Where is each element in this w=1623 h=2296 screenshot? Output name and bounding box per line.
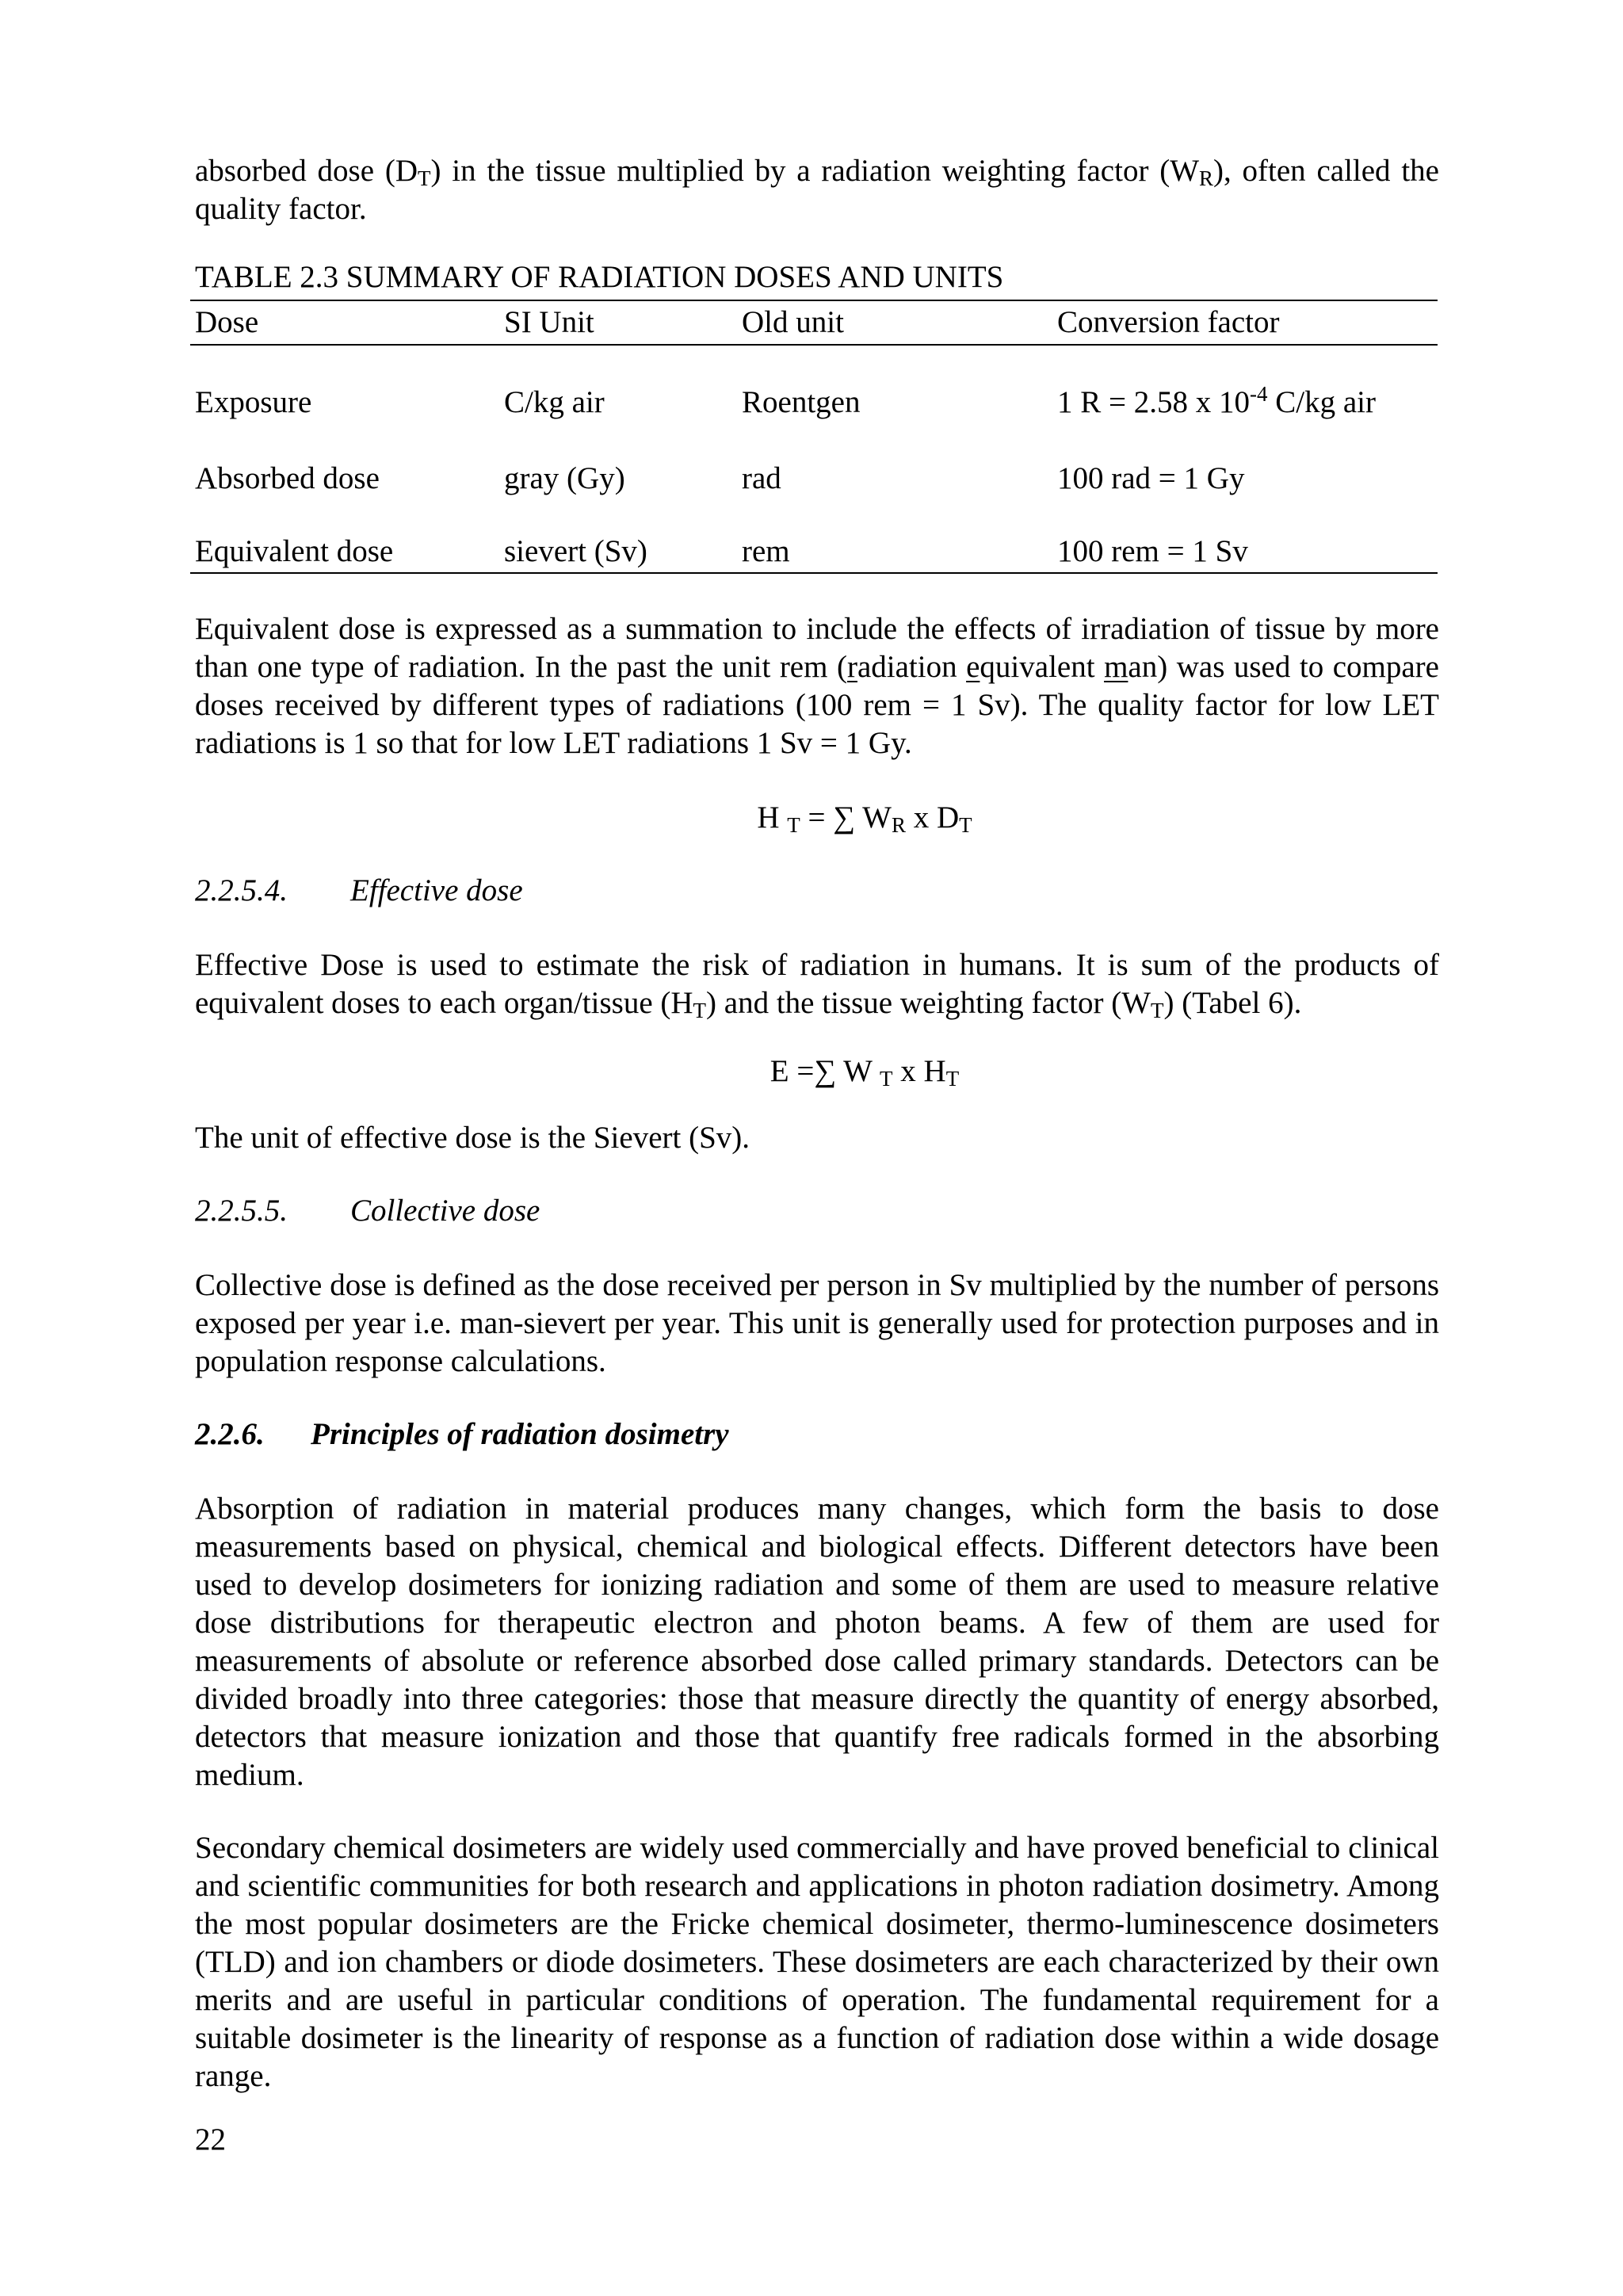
radiation-doses-table [190,300,1438,574]
section-title: Effective dose [350,873,523,907]
subscript: T [417,166,431,190]
subscript: T [880,1067,893,1091]
cell-dose: Equivalent dose [190,502,499,573]
section-number: 2.2.5.5. [195,1194,288,1228]
underlined-letter: m [1104,650,1128,684]
paragraph-text: quivalent [980,650,1105,684]
cell-old-unit: rem [737,502,1052,573]
conversion-text: 1 R = 2.58 x 10 [1057,385,1251,419]
subscript: T [693,999,707,1022]
table-row [190,426,1438,502]
cell-old-unit: Roentgen [742,385,861,419]
column-header-old-unit: Old unit [737,300,1052,345]
section-number: 2.2.6. [195,1417,265,1451]
section-heading-collective-dose [195,1192,1439,1230]
equivalent-dose-formula [290,799,1439,837]
intro-text: ) in the tissue multiplied by a radiation weighting factor (W [430,154,1200,188]
table-header-row [190,300,1438,345]
cell-si-unit: gray (Gy) [504,461,625,495]
section-title: Principles of radiation dosimetry [311,1417,729,1451]
subscript: R [891,813,906,837]
cell-conversion: 100 rad = 1 Gy [1057,461,1245,495]
paragraph-text: ) (Tabel 6). [1163,986,1302,1020]
cell-conversion [1052,345,1438,426]
cell-si-unit: C/kg air [504,385,605,419]
cell-dose: Absorbed dose [195,461,380,495]
unit-paragraph: The unit of effective dose is the Sievert (Sv). [195,1121,750,1155]
underlined-letter: e [966,650,980,684]
section-heading-principles [195,1415,1439,1454]
subscript: T [787,813,800,837]
subscript: T [959,813,972,837]
table-row [190,502,1438,573]
cell-dose: Exposure [195,385,312,419]
intro-text: absorbed dose (D [195,154,418,188]
paragraph-text: adiation [857,650,967,684]
cell-conversion: 100 rem = 1 Sv [1052,502,1438,573]
paragraph-text: ) and the tissue weighting factor (W [706,986,1151,1020]
table-caption: TABLE 2.3 SUMMARY OF RADIATION DOSES AND UNITS [195,260,1004,294]
section-number: 2.2.5.4. [195,873,288,907]
conversion-text: C/kg air [1267,385,1376,419]
formula-text: x D [905,800,960,835]
intro-paragraph [195,152,1439,228]
column-header-si-unit: SI Unit [499,300,737,345]
intro-text: ), often called the quality factor. [195,154,1439,226]
document-page [195,152,1439,2159]
formula-text: H [757,800,788,835]
formula-text: x H [892,1054,946,1088]
effective-dose-paragraph [195,946,1439,1022]
cell-old-unit: rad [742,461,781,495]
principles-paragraph: Absorption of radiation in material produces many changes, which form the basis to dose measurements based on physical, chemical and biological effects. Different detectors have been used to develop dosimeters for ionizing radiation and some of them are used to measure relative dose distributions for therapeutic electron and photon beams. A few of them are used for measurements of absolute or reference absorbed dose called primary standards. Detectors can be divided broadly into three categories: those that measure directly the quantity of energy absorbed, detectors that measure ionization and those that quantify free radicals formed in the absorbing medium. [195,1492,1439,1792]
page-number: 22 [195,2122,226,2157]
formula-text: = ∑ W [800,800,892,835]
subscript: T [1151,999,1164,1022]
paragraph-text: an) was used to compare doses received by different types of radiations (100 rem = 1 Sv). The quality factor for low LET radiations is 1 so that for low LET radiations 1 Sv = 1 Gy. [195,650,1439,760]
subscript: R [1199,166,1214,190]
collective-dose-paragraph: Collective dose is defined as the dose received per person in Sv multiplied by the number of persons exposed per year i.e. man-sievert per year. This unit is generally used for protection purposes and in population response calculations. [195,1268,1439,1378]
column-header-dose: Dose [190,300,499,345]
section-heading-effective-dose [195,872,1439,910]
superscript: -4 [1250,382,1268,406]
section-title: Collective dose [350,1194,540,1228]
underlined-letter: r [846,650,857,684]
paragraph-text: Effective Dose is used to estimate the risk of radiation in humans. It is sum of the products of equivalent doses to each organ/tissue (H [195,948,1439,1020]
column-header-conversion-factor: Conversion factor [1052,300,1438,345]
effective-dose-formula [290,1052,1439,1091]
formula-text: E =∑ W [769,1054,880,1088]
subscript: T [945,1067,960,1091]
table-row [190,345,1438,426]
equivalent-dose-paragraph [195,610,1439,762]
secondary-dosimeters-paragraph: Secondary chemical dosimeters are widely used commercially and have proved beneficial to clinical and scientific communities for both research and applications in photon radiation dosimetry. Among the most popular dosimeters are the Fricke chemical dosimeter, thermo-luminescence dosimeters (TLD) and ion chambers or diode dosimeters. These dosimeters are each characterized by their own merits and are useful in particular conditions of operation. The fundamental requirement for a suitable dosimeter is the linearity of response as a function of radiation dose within a wide dosage range. [195,1831,1439,2093]
paragraph-text: Equivalent dose is expressed as a summation to include the effects of irradiation of tissue by more than one type of radiation. In the past the unit rem ( [195,612,1439,684]
cell-si-unit: sievert (Sv) [499,502,737,573]
